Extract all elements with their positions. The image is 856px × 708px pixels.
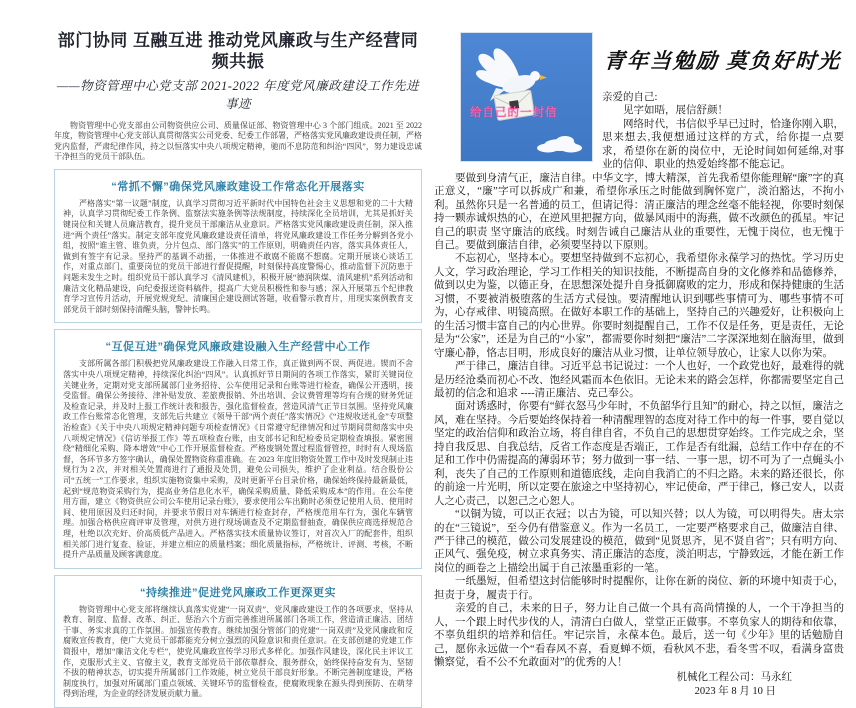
left-page-subtitle: ——物资管理中心党支部 2021-2022 年度党风廉政建设工作先进事迹 — [56, 78, 420, 111]
letter-signature: 机械化工程公司：马永红 — [676, 672, 792, 684]
letter-paragraph: 面对诱惑时，你要有“鲜衣怒马少年时，不负韶华行且知”的耐心，持之以恒，廉洁之风，难在坚持。今后要始终保持着一种清醒理智的态度对待工作中的每一件事，要自觉以坚定的政治信仰和政治立场，将自律自省，不负自己的思想贯穿始终。工作完成之余，坚持自我反思、自我总结，反省工作态度是否端正，工作是否有纰漏，总结工作中存在的不足和工作中仍需提高的薄弱环节；努力做到一事一结、一事一思，切不可为了一点蝇头小利，丧失了自己的工作原则和道德底线，走向自我消亡的不归之路。未来的路还很长，你的前途一片光明，所以定要在旅途之中坚持初心，牢记使命，严于律己，修己安人，以责人之心责己，以恕己之心恕人。 — [434, 401, 844, 507]
right-page-title: 青年当勉励 莫负好时光 — [603, 49, 842, 73]
letter-paragraph: 网络时代，书信似乎早已过时，恰逢你刚入职，思来想去,我便想通过这样的方式，给你提一点要求，希望你在新的岗位中，无论时间如何延绵,对事业的信仰、职业的热爱始终都不能忘记。 — [602, 118, 844, 171]
left-intro-paragraph: 物资管理中心党支部由公司物资供应公司、质量保证部、物资管理中心 3 个部门组成。2021 至 2022 年度，物资管理中心党支部认真贯彻落实公司党委、纪委工作部署，严格落实党风廉政建设责任制，严格党内监督，严肃纪律作风，持之以恒落实中央八项规定精神，驰而不息防范和纠治“四风”，努力建设忠诚干净担当的党员干部队伍。 — [54, 120, 422, 162]
section-box-3 — [54, 575, 422, 708]
letter-signature-block — [434, 671, 844, 698]
section-body-1: 严格落实“第一议题”制度，认真学习贯彻习近平新时代中国特色社会主义思想和党的二十大精神，认真学习贯彻纪委工作条例、监察法实施条例等法规制度，持续深化全员培训，尤其是抓好关键岗位和关键人员廉洁教育，提升党员干部廉洁从业意识。严格落实党风廉政建设责任制，深入推进“两个责任”落实。制定支部年度党风廉政建设责任清单，将党风廉政建设工作任务分解到各党小组，按照“谁主管、谁负责，分片包点、部门落实”的工作原则，明确责任内容，落实具体责任人，做到有签字有记录。坚持严的基调不动摇，一体推进不敢腐不能腐不想腐。定期开展谈心谈话工作，对重点部门、重要岗位的党员干部进行督促提醒，时刻保持高度警惕心，推动监督下沉防患于问题未发生之时。组织党员干部认真学习《清风建机》，积极开展“德润陕煤、清风建机”系列活动和廉洁文化精品建设，向纪委报送资料稿件，提高广大党员积极性和参与感；深入开展第五个纪律教育学习宣传月活动，开展党规党纪、清廉国企建设测试答题，收看警示教育片，用现实案例教育支部党员干部时刻保持清醒头脑，警钟长鸣。 — [63, 198, 413, 314]
letter-paragraph: 一纸墨短，但希望这封信能够时时提醒你，让你在新的岗位、新的环境中知责于心，担责于身，履责于行。 — [434, 576, 844, 601]
letter-paragraph: 见字如晤，展信舒颜！ — [623, 105, 728, 117]
section-heading-2: “互促互进”确保党风廉政建设融入生产经营中心工作 — [105, 341, 371, 354]
section-heading-1: “常抓不懈”确保党风廉政建设工作常态化开展落实 — [111, 180, 365, 193]
section-heading-3: “持续推进”促进党风廉政工作更深更实 — [140, 586, 336, 599]
letter-paragraph: “以铜为镜，可以正衣冠；以古为镜，可以知兴替；以人为镜，可以明得失。唐太宗的在“三镜说”，至今仍有借鉴意义。作为一名员工，一定要严格要求自己，做廉洁自律、严于律己的模范，做公司发展建设的模范，做到“见贤思齐，见不贤自省”；只有明方向、正风气、强免疫，树立求真务实、清正廉洁的态度，淡泊明志，宁静致远，才能在新工作岗位的画卷之上描绘出属于自己浓墨重彩的一笔。 — [434, 509, 844, 574]
letter-paragraph: 要做到身清气正，廉洁自律。中华文字，博大精深，首先我希望你能理解“廉”字的真正意义，“廉”字可以拆成广和兼，希望你承压之时能做到胸怀宽广，淡泊豁达，不拘小利。虽然你只是一名普通的员工，但请记得：清正廉洁的理念丝毫不能轻视，你要时刻保持一颗赤诚炽热的心，在逆风里把握方向，做暴风雨中的海燕，做不改颜色的孤星。牢记自己的职责 坚守廉洁的底线。时刻告诫自己廉洁从业的重要性，无愧于岗位，也无愧于自己。要做到廉洁自律，必须要坚持以下原则。 — [434, 172, 844, 251]
section-box-2 — [54, 329, 422, 568]
left-page-title: 部门协同 互融互进 推动党风廉政与生产经营同频共振 — [57, 31, 419, 72]
letter-date: 2023 年 8 月 10 日 — [694, 685, 776, 697]
right-page — [428, 0, 856, 697]
letter-paragraph: 严于律己，廉洁自律。习近平总书记说过：一个人也好，一个政党也好，最难得的就是历经沧桑而初心不改、饱经风霜而本色依旧。无论未来的路会怎样，你都需要坚定自己最初的信念和追求 ----清正廉洁、克己奉公。 — [434, 361, 844, 399]
section-body-2: 支部所属各部门积极把党风廉政建设工作融入日常工作，真正做到两不误、两促进。锲而不舍落实中央八项规定精神，持续深化纠治“四风”。认真抓好节日期间的各项工作落实，紧盯关键岗位关键业务，定期对党支部所属部门业务招待、公车使用记录和台账等进行检查，确保公开透明，接受监督。确保公务接待、津补贴发放、差旅费报销、外出培训、会议费管理等均有合规的财务凭证及检查记录，并及时上报工作统计表和报告，强化监督检查，营造风清气正节日氛围。坚持党风廉政工作台账常态化管理，支部先后共建立《领导干部“两个责任”落实情况》《“违规收送礼金”专项整治检查》《关于中央八项规定精神问题专项检查情况》《日常遵守纪律情况和过节期间贯彻落实中央八项规定情况》《信访举报工作》等五项检查台账，由支部书记和纪检委员定期检查填报。紧密围绕“精细化采购、降本增效”中心工作开展监督检查。严格废钢处置过程监督管控，时时有人现场监督，各环节多方签字确认，确保处置物资称重准确。在 2023 年度旧物资处置工作中及时发现制止违规行为 2 次，并对相关处置商进行了通报及处罚，避免公司损失，维护了企业利益。结合股份公司“五统一”工作要求，组织实施物资集中采购，及时更新平台目录价格，确保始终保持最新最低，起到“规范物资采购行为，提高业务信息化水平，确保采购质量、降低采购成本”的作用。在公车使用方面，建立《物资供应公司公车使用记录台账》，要求使用公车出勤时必须登记使用人员、使用时间、使用原因及归还时间，并要求节假日对车辆进行检查封存，严格规范用车行为，强化车辆管理。加强合格供应商评审及管理，对供方进行现场调查及不定期监督抽查，确保供应商选择规范合理，杜绝以次充好、价高质低产品进入。严格落实技术质量协议签订，对首次入厂的配套件，组织相关部门进行复查、验证，并建立相应的质量档案；细化质量指标，严格统计、评测、考核，不断提升产品质量及顾客满意度。 — [63, 359, 413, 560]
letter-paragraph: 不忘初心，坚持本心。要想坚持做到不忘初心，我希望你永葆学习的热忱。学习历史人文，学习政治理论，学习工作相关的知识技能，不断提高自身的文化修养和品德修养，做到以史为鉴，以德正身，在思想深处提升自身抵御腐败的定力，形成和保持健康的生活习惯，不要被消极堕落的生活方式侵蚀。要清醒地认识到哪些事情可为、哪些事情不可为，心存戒律、明镜高照。在做好本职工作的基础上，坚持自己的兴趣爱好，让积极向上的生活习惯丰富自己的内心世界。你要时刻提醒自己，工作不仅是任务，更是责任，无论是为“公家”，还是为自己的“小家”，都需要你时刻把“廉洁”二字深深地刻在脑海里，做到守廉心静，恪志目明，形成良好的廉洁从业习惯，让单位领导放心，让家人以你为荣。 — [434, 253, 844, 359]
section-body-3: 物资管理中心党支部将继续认真落实党建“一岗双责”、党风廉政建设工作的各项要求，坚持从教育、制度、监督、改革、纠正、惩治六个方面完善推进所属部门各项工作，营造清正廉洁、团结干事、务实求真的工作氛围。加强宣传教育。继续加强分管部门的党建“一岗双责”及党风廉政和反腐败宣传教育，使广大党员干部都能充分树立强烈的风险意识和责任意识。在支部创建的党建工作简报中，增加“廉洁文化专栏”，使党风廉政宣传学习形式多样化。加强作风建设，深化民主评议工作，克服形式主义、官僚主义，教育支部党员干部依靠群众、服务群众，始终保持奋发有为、坚韧不拔的精神状态，切实提升所属部门工作效能，树立党员干部良好形象。不断完善制度建设，严格制度执行，加强对所属部门重点领域、关键环节的监督检查，使腐败现象在源头得到预防、在萌芽得到治理，为企业的经济发展贡献力量。 — [63, 604, 413, 699]
section-box-1 — [54, 169, 422, 324]
photo-caption: 给自己的一封信 — [470, 107, 558, 119]
left-page — [0, 0, 428, 699]
letter-salutation: 亲爱的自己: — [602, 92, 658, 103]
letter-paragraph: 亲爱的自己，未来的日子，努力让自己做一个具有高尚情操的人，一个干净担当的人，一个跟上时代步伐的人，清清白白做人，堂堂正正做事。不辜负家人的期待和依靠，不辜负组织的培养和信任。牢记宗旨，永葆本色。最后，送一句《少年》里的话勉励自己，愿你永远做一个“看春风不喜，看夏蝉不烦，看秋风不悲，看冬雪不叹，看满身富贵懒察觉，看不公不允敢面对”的优秀的人！ — [434, 603, 844, 669]
letter-body — [434, 91, 844, 669]
